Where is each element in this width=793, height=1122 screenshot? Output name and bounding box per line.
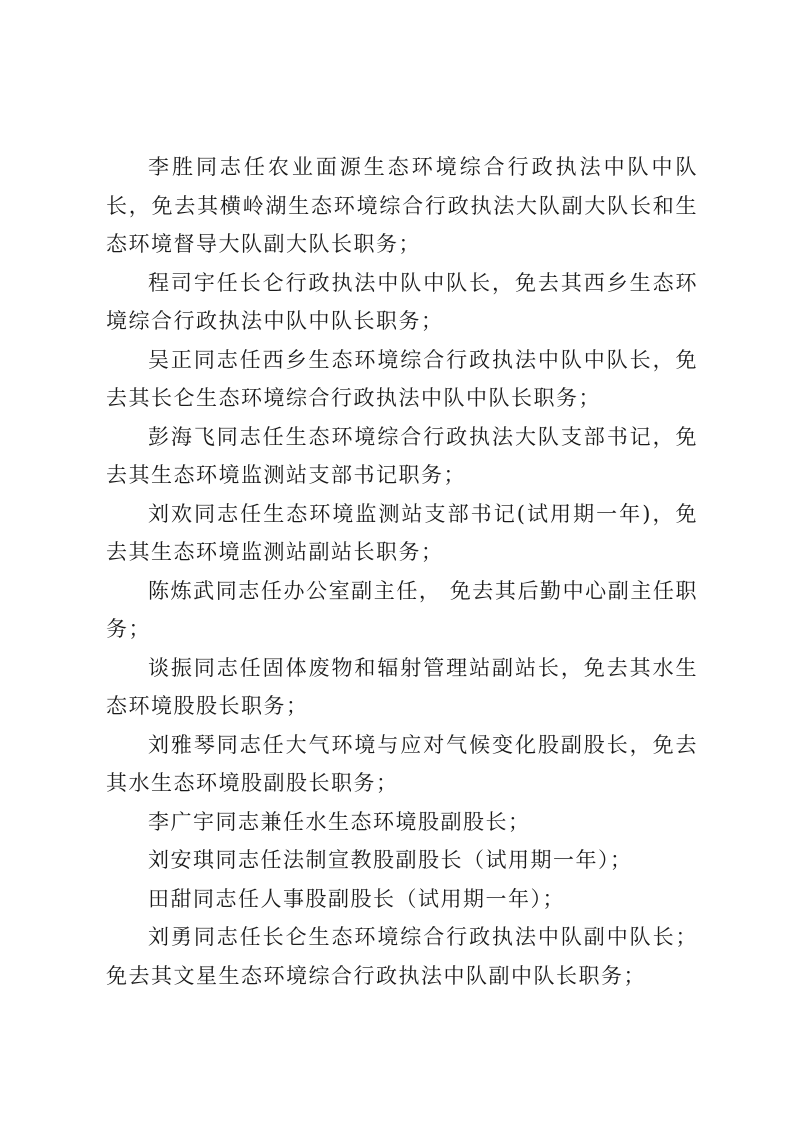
- paragraph-appointment-5: 刘欢同志任生态环境监测站支部书记(试用期一年)，免去其生态环境监测站副站长职务；: [106, 501, 698, 564]
- paragraph-appointment-11: 田甜同志任人事股副股长（试用期一年）；: [148, 886, 565, 911]
- paragraph-appointment-7: 谈振同志任固体废物和辐射管理站副站长，免去其水生态环境股股长职务；: [106, 655, 698, 718]
- paragraph-appointment-1: 李胜同志任农业面源生态环境综合行政执法中队中队长，免去其横岭湖生态环境综合行政执法大队副大队长和生态环境督导大队副大队长职务；: [106, 155, 698, 256]
- paragraph-appointment-8: 刘雅琴同志任大气环境与应对气候变化股副股长，免去其水生态环境股副股长职务；: [106, 732, 698, 795]
- paragraph-appointment-9: 李广宇同志兼任水生态环境股副股长；: [148, 809, 531, 834]
- document-body: [106, 148, 698, 995]
- paragraph-appointment-6: 陈炼武同志任办公室副主任， 免去其后勤中心副主任职务；: [106, 578, 698, 641]
- paragraph-appointment-3: 吴正同志任西乡生态环境综合行政执法中队中队长，免去其长仑生态环境综合行政执法中队中队长职务；: [106, 347, 698, 410]
- paragraph-appointment-2: 程司宇任长仑行政执法中队中队长，免去其西乡生态环境综合行政执法中队中队长职务；: [106, 270, 698, 333]
- paragraph-appointment-4: 彭海飞同志任生态环境综合行政执法大队支部书记，免去其生态环境监测站支部书记职务；: [106, 424, 698, 487]
- paragraph-appointment-12: 刘勇同志任长仑生态环境综合行政执法中队副中队长； 免去其文星生态环境综合行政执法中队副中队长职务；: [106, 925, 698, 988]
- paragraph-appointment-10: 刘安琪同志任法制宣教股副股长（试用期一年）；: [148, 848, 633, 872]
